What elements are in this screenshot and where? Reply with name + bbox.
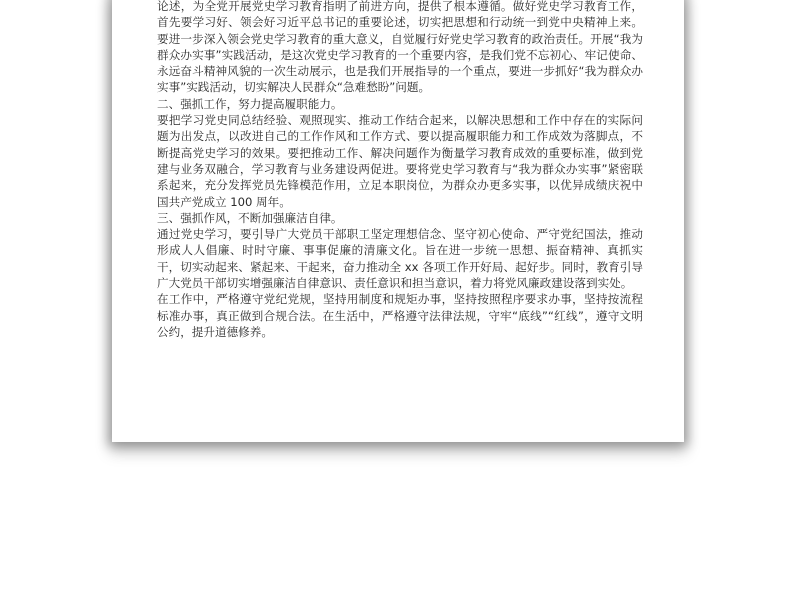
section-heading-conduct: 三、强抓作风，不断加强廉洁自律。 <box>157 210 343 225</box>
paragraph-work: 要把学习党史同总结经验、观照现实、推动工作结合起来，以解决思想和工作中存在的实际问题为出发点，以改进自己的工作作风和工作方式、要以提高履职能力和工作成效为落脚点，不断提高党史学习的效果。要把推动工作、解决问题作为衡量学习教育成效的重要标准，做到党建与业务双融合，学习教育与业务建设两促进。要将党史学习教育与“我为群众办实事”紧密联系起来，充分发挥党员先锋模范作用，立足本职岗位，为群众办更多实事，以优异成绩庆祝中国共产党成立 100 周年。 <box>157 113 643 209</box>
paragraph-study-importance: 论述，为全党开展党史学习教育指明了前进方向，提供了根本遵循。做好党史学习教育工作，首先要学习好、领会好习近平总书记的重要论述，切实把思想和行动统一到党中央精神上来。要进一步深入领会党史学习教育的重大意义，自觉履行好党史学习教育的政治责任。开展“我为群众办实事”实践活动，是这次党史学习教育的一个重要内容，是我们党不忘初心、牢记使命、永远奋斗精神风貌的一次生动展示，也是我们开展指导的一个重点，要进一步抓好“我为群众办实事”实践活动，切实解决人民群众“急难愁盼”问题。 <box>157 0 643 95</box>
section-heading-work: 二、强抓工作，努力提高履职能力。 <box>157 96 343 111</box>
paragraph-work-and-life: 在工作中，严格遵守党纪党规，坚持用制度和规矩办事，坚持按照程序要求办事，坚持按流程标准办事，真正做到合规合法。在生活中，严格遵守法律法规，守牢“底线”“红线”，遵守文明公约，提升道德修养。 <box>157 292 643 339</box>
document-body <box>157 0 643 340</box>
paragraph-conduct: 通过党史学习，要引导广大党员干部职工坚定理想信念、坚守初心使命、严守党纪国法，推动形成人人倡廉、时时守廉、事事促廉的清廉文化。旨在进一步统一思想、振奋精神、真抓实干，切实动起来、紧起来、干起来，奋力推动全 xx 各项工作开好局、起好步。同时，教育引导广大党员干部切实增强廉洁自律意识、责任意识和担当意识，着力将党风廉政建设落到实处。 <box>157 227 643 291</box>
document-page <box>112 0 684 442</box>
